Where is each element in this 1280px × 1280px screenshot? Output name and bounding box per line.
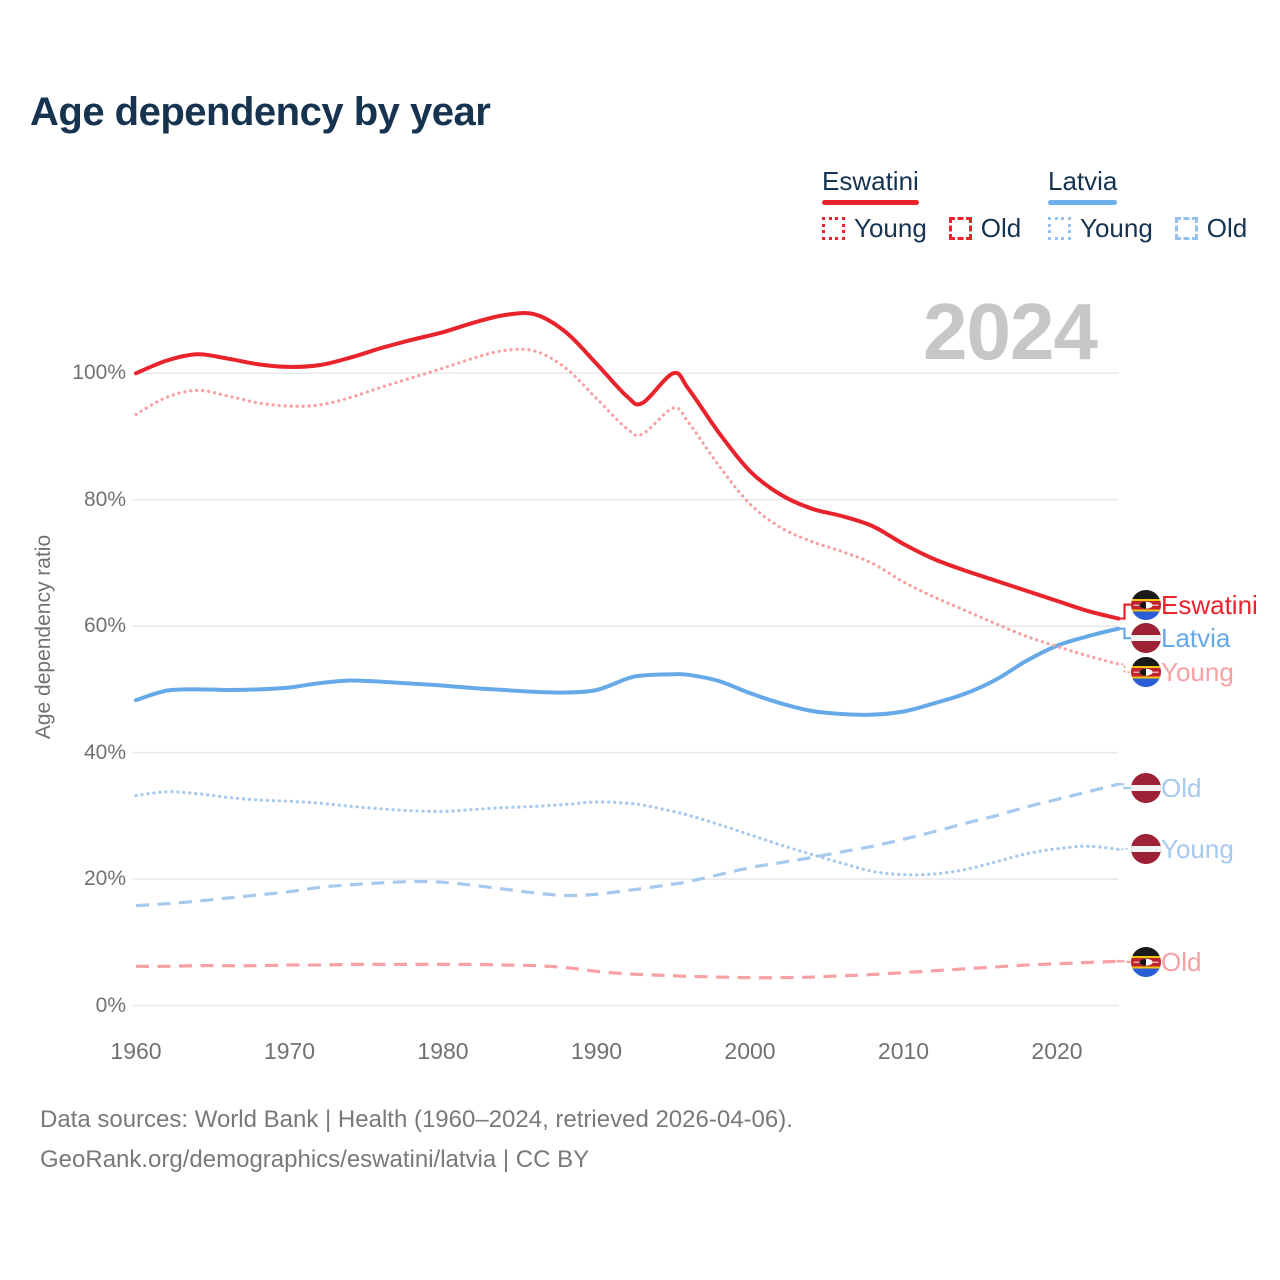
legend-eswatini-old-label[interactable]: Old — [980, 213, 1022, 243]
legend-latvia-young-swatch[interactable] — [1048, 217, 1071, 240]
latvia-flag-icon — [1131, 773, 1161, 803]
series-line-eswatini-old — [136, 961, 1118, 978]
legend-latvia-old-swatch[interactable] — [1175, 217, 1198, 240]
end-label-text: Young — [1161, 657, 1234, 688]
end-label-text: Old — [1161, 773, 1202, 803]
legend-group-latvia — [1048, 166, 1247, 244]
x-tick-label-2020: 2020 — [1031, 1038, 1083, 1064]
end-label-eswatini-total — [1131, 590, 1258, 620]
x-tick-label-2000: 2000 — [724, 1038, 776, 1064]
x-tick-label-1970: 1970 — [263, 1038, 316, 1064]
leader-line-eswatini-total — [1118, 605, 1131, 619]
y-tick-label-80%: 80% — [83, 487, 126, 511]
eswatini-flag-icon — [1131, 947, 1161, 977]
x-tick-label-1990: 1990 — [570, 1038, 623, 1064]
x-tick-label-1980: 1980 — [417, 1038, 469, 1064]
legend-latvia-header[interactable] — [1048, 166, 1117, 205]
series-line-latvia-young — [136, 792, 1118, 875]
legend-eswatini-underline — [822, 200, 919, 205]
legend-eswatini-young-swatch[interactable] — [822, 217, 845, 240]
latvia-flag-icon — [1131, 623, 1161, 653]
series-line-eswatini-total — [136, 313, 1118, 619]
x-tick-label-1960: 1960 — [110, 1038, 162, 1064]
end-label-eswatini-old — [1131, 947, 1201, 977]
legend-latvia-title[interactable]: Latvia — [1048, 166, 1118, 196]
legend-eswatini-row — [822, 213, 1021, 244]
end-label-text: Latvia — [1161, 623, 1231, 654]
latvia-flag-icon — [1131, 834, 1161, 864]
y-tick-label-100%: 100% — [72, 361, 126, 385]
legend-latvia-row — [1048, 213, 1247, 244]
x-tick-label-2010: 2010 — [877, 1038, 930, 1064]
page-title: Age dependency by year — [30, 90, 491, 134]
end-label-latvia-young — [1131, 834, 1234, 864]
y-tick-label-20%: 20% — [83, 867, 126, 891]
leader-line-latvia-old — [1118, 784, 1131, 788]
end-label-text: Young — [1161, 833, 1234, 864]
y-tick-label-0%: 0% — [95, 993, 126, 1017]
eswatini-flag-icon — [1131, 590, 1161, 620]
y-tick-label-40%: 40% — [83, 740, 126, 764]
end-label-latvia-total — [1131, 623, 1230, 653]
legend-eswatini-old-swatch[interactable] — [949, 217, 972, 240]
eswatini-flag-icon — [1131, 657, 1161, 687]
watermark-year: 2024 — [923, 287, 1097, 376]
legend-eswatini-young-label[interactable]: Young — [854, 213, 927, 243]
leader-line-eswatini-old — [1118, 961, 1131, 962]
legend-eswatini-title[interactable]: Eswatini — [822, 166, 919, 196]
leader-line-eswatini-young — [1118, 664, 1131, 672]
end-label-text: Eswatini — [1161, 589, 1258, 620]
legend-latvia-underline — [1048, 200, 1117, 205]
legend-latvia-old-label[interactable]: Old — [1206, 213, 1248, 243]
end-label-latvia-old — [1131, 773, 1201, 803]
y-axis-title: Age dependency ratio — [32, 534, 55, 740]
legend-group-eswatini — [822, 166, 1021, 244]
end-label-eswatini-young — [1131, 657, 1234, 687]
footer-attribution: GeoRank.org/demographics/eswatini/latvia | CC BY — [40, 1146, 590, 1173]
footer-data-sources: Data sources: World Bank | Health (1960–2024, retrieved 2026-04-06). — [40, 1106, 793, 1133]
series-line-latvia-total — [136, 629, 1118, 715]
end-label-text: Old — [1161, 946, 1202, 977]
legend-latvia-young-label[interactable]: Young — [1080, 213, 1153, 243]
y-tick-label-60%: 60% — [83, 614, 126, 638]
legend-eswatini-header[interactable] — [822, 166, 919, 205]
